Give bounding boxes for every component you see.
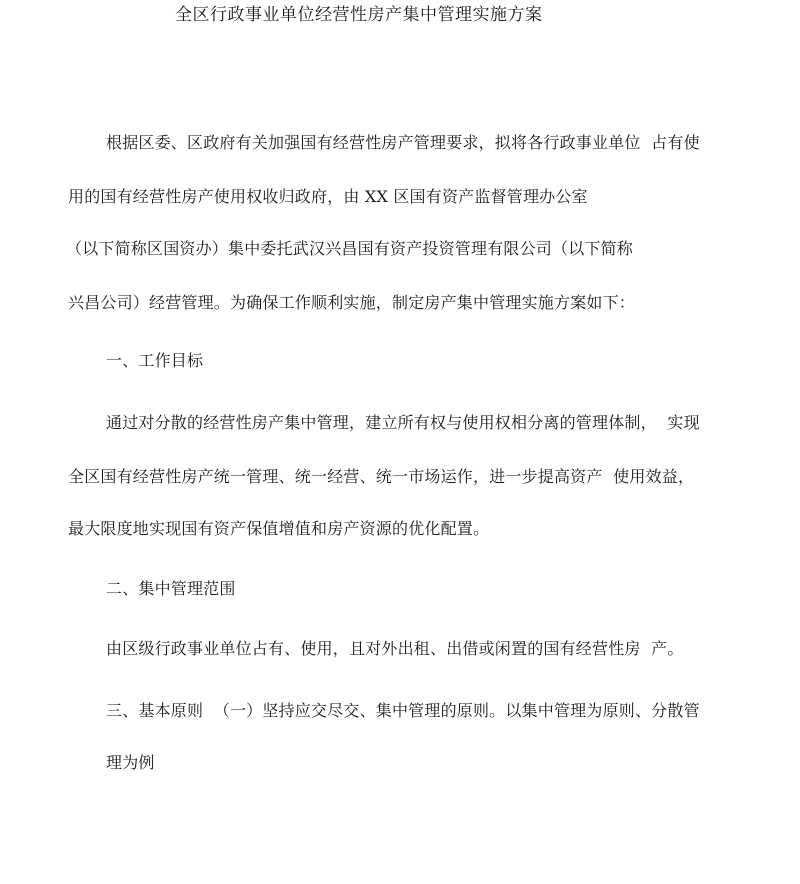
paragraph-2-line-2: 全区国有经营性房产统一管理、统一经营、统一市场运作，进一步提高资产 使用效益， — [68, 467, 695, 486]
paragraph-1-line-3: （以下简称区国资办）集中委托武汉兴昌国有资产投资管理有限公司（以下简称 — [66, 239, 634, 258]
section-3-line-2: 理为例 — [106, 753, 155, 772]
paragraph-1-line-4: 兴昌公司）经营管理。为确保工作顺利实施，制定房产集中管理实施方案如下： — [68, 293, 636, 312]
section-3-line-1: 三、基本原则 （一）坚持应交尽交、集中管理的原则。以集中管理为原则、分散管 — [106, 701, 700, 720]
document-title: 全区行政事业单位经营性房产集中管理实施方案 — [175, 5, 543, 25]
paragraph-2-line-1: 通过对分散的经营性房产集中管理，建立所有权与使用权相分离的管理体制， 实现 — [106, 413, 700, 432]
section-heading-scope: 二、集中管理范围 — [106, 579, 236, 598]
paragraph-3: 由区级行政事业单位占有、使用，且对外出租、出借或闲置的国有经营性房 产。 — [106, 639, 684, 658]
paragraph-2-line-3: 最大限度地实现国有资产保值增值和房产资源的优化配置。 — [68, 519, 490, 538]
paragraph-1-line-1: 根据区委、区政府有关加强国有经营性房产管理要求，拟将各行政事业单位 占有使 — [106, 133, 700, 152]
section-heading-goals: 一、工作目标 — [106, 351, 204, 370]
paragraph-1-line-2: 用的国有经营性房产使用权收归政府，由 XX 区国有资产监督管理办公室 — [68, 187, 588, 206]
